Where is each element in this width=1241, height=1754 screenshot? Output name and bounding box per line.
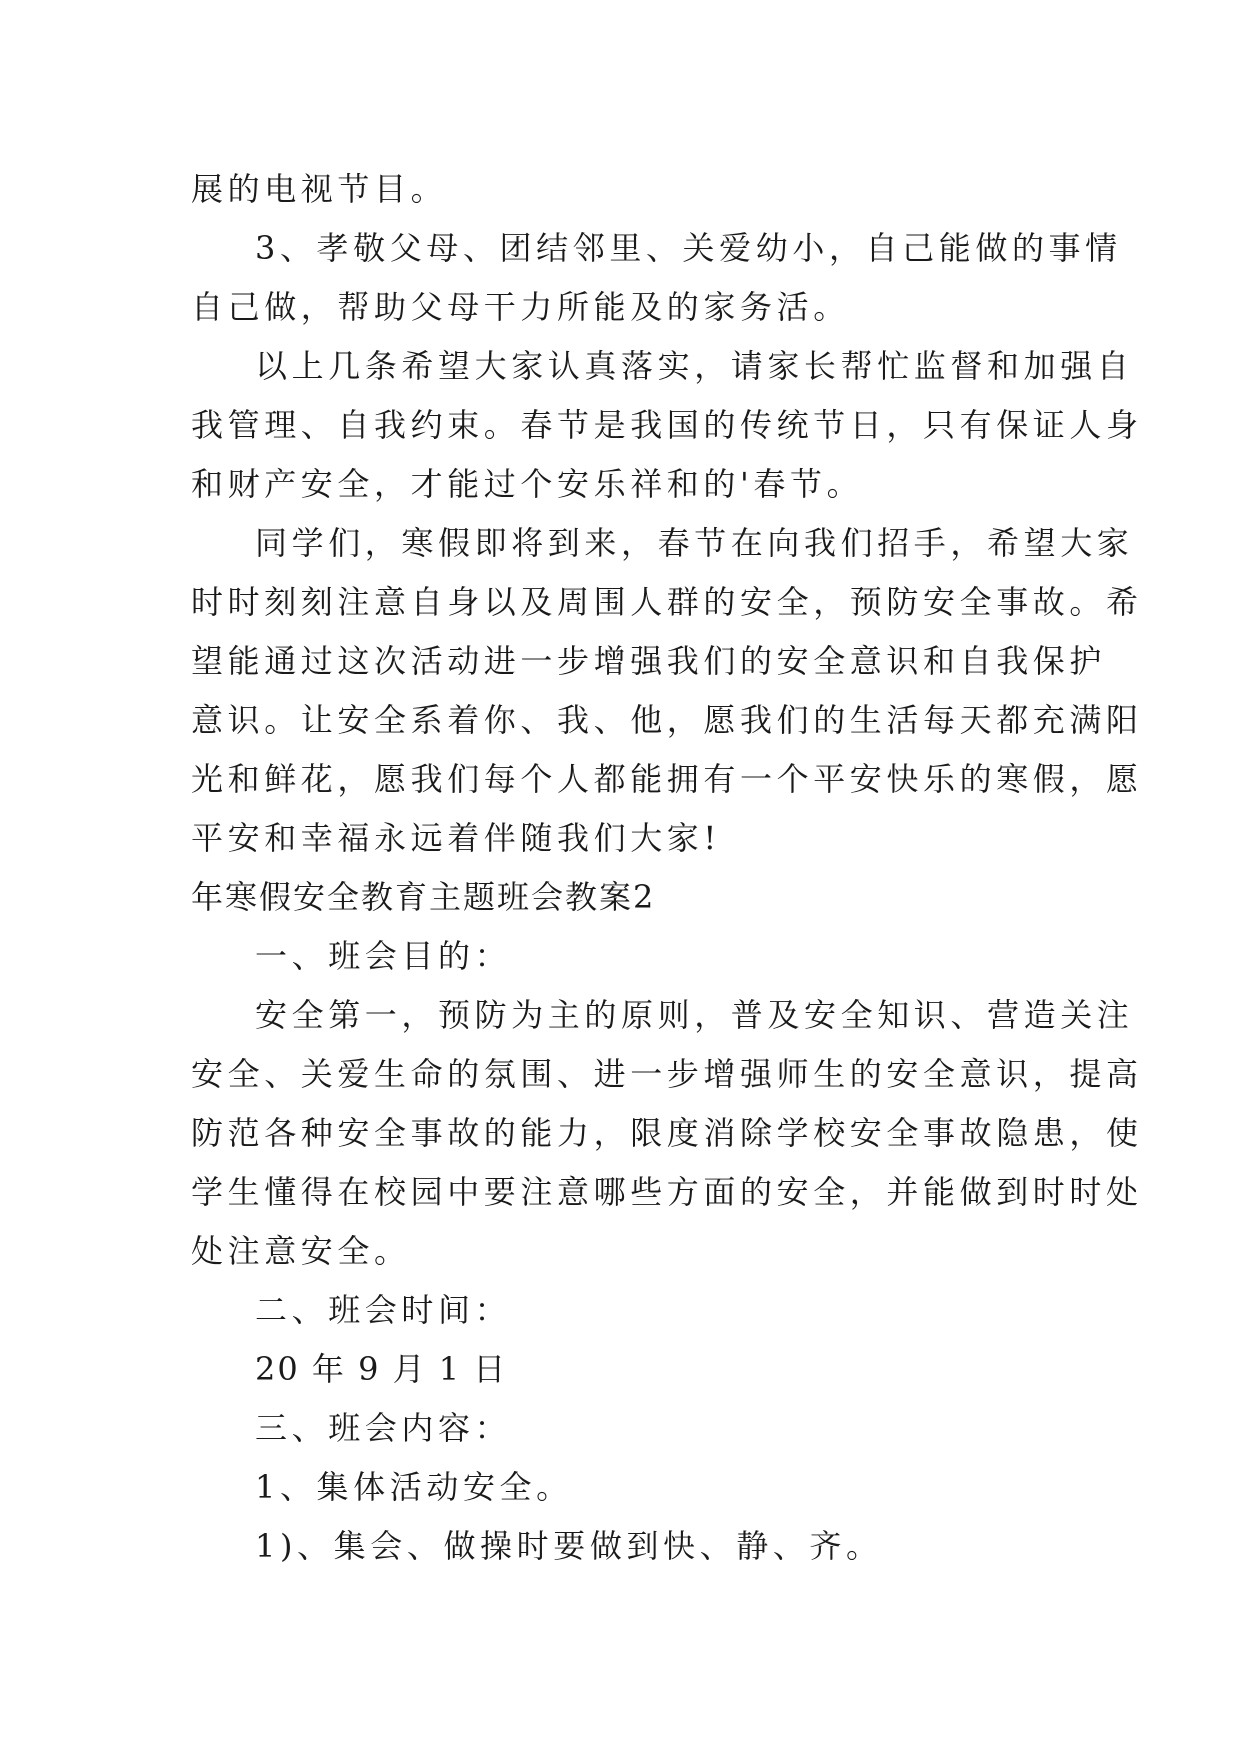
paragraph-line: 处注意安全。 <box>191 1232 411 1270</box>
paragraph-line: 学生懂得在校园中要注意哪些方面的安全，并能做到时时处 <box>191 1173 1143 1211</box>
paragraph-line: 意识。让安全系着你、我、他，愿我们的生活每天都充满阳 <box>191 701 1143 739</box>
paragraph-line: 3、孝敬父母、团结邻里、关爱幼小，自己能做的事情 <box>255 229 1122 267</box>
paragraph-line: 同学们，寒假即将到来，春节在向我们招手，希望大家 <box>255 524 1134 562</box>
paragraph-line: 展的电视节目。 <box>191 170 448 208</box>
paragraph-line: 平安和幸福永远着伴随我们大家! <box>191 819 721 857</box>
paragraph-line: 时时刻刻注意自身以及周围人群的安全，预防安全事故。希 <box>191 583 1143 621</box>
subheading: 二、班会时间： <box>255 1291 512 1329</box>
subheading: 一、班会目的： <box>255 937 512 975</box>
paragraph-line: 自己做，帮助父母干力所能及的家务活。 <box>191 288 850 326</box>
list-item: 1)、集会、做操时要做到快、静、齐。 <box>255 1527 883 1565</box>
document-page <box>191 160 1143 1576</box>
paragraph-line: 安全第一，预防为主的原则，普及安全知识、营造关注 <box>255 996 1134 1034</box>
section-heading: 年寒假安全教育主题班会教案2 <box>191 878 656 916</box>
paragraph-line: 安全、关爱生命的氛围、进一步增强师生的安全意识，提高 <box>191 1055 1143 1093</box>
paragraph-line: 光和鲜花，愿我们每个人都能拥有一个平安快乐的寒假，愿 <box>191 760 1143 798</box>
subheading: 三、班会内容： <box>255 1409 512 1447</box>
paragraph-line: 以上几条希望大家认真落实，请家长帮忙监督和加强自 <box>255 347 1134 385</box>
list-item: 1、集体活动安全。 <box>255 1468 573 1506</box>
paragraph-line: 我管理、自我约束。春节是我国的传统节日，只有保证人身 <box>191 406 1143 444</box>
paragraph-line: 防范各种安全事故的能力，限度消除学校安全事故隐患，使 <box>191 1114 1143 1152</box>
paragraph-line: 和财产安全，才能过个安乐祥和的'春节。 <box>191 465 864 503</box>
date-line: 20 年 9 月 1 日 <box>255 1350 508 1388</box>
paragraph-line: 望能通过这次活动进一步增强我们的安全意识和自我保护 <box>191 642 1107 680</box>
